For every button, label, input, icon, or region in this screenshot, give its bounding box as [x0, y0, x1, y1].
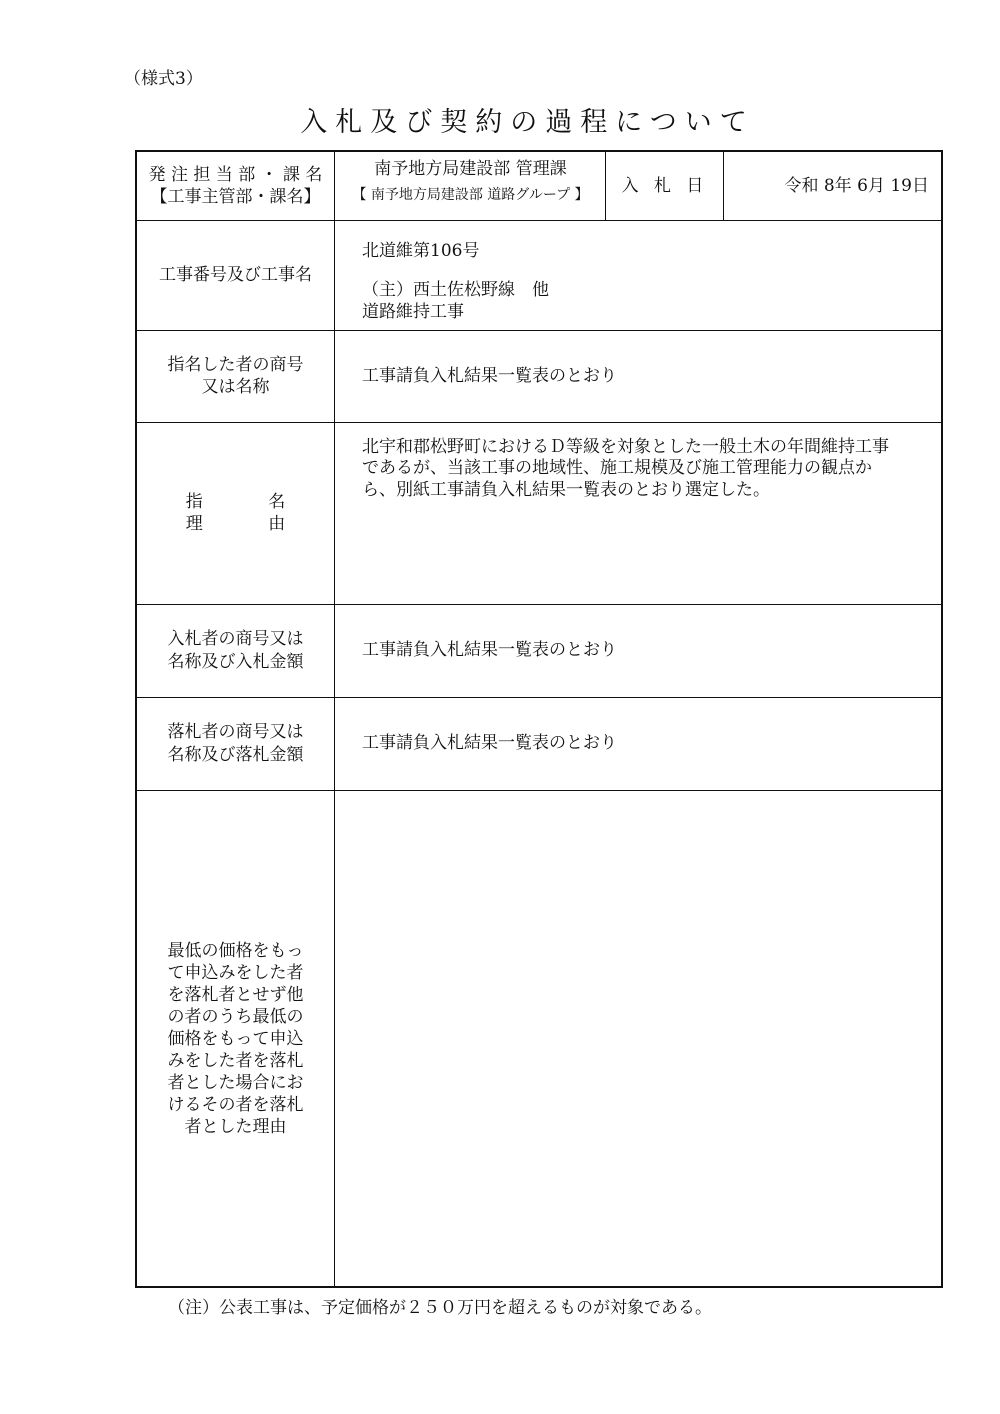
reason-value: [362, 437, 942, 501]
footnote: （注）公表工事は、予定価格が２５０万円を超えるものが対象である。: [168, 1298, 712, 1318]
other-winner-label-line: て申込みをした者: [167, 962, 304, 983]
construction-name-line: （主）西土佐松野線 他: [362, 280, 549, 300]
winner-value: 工事請負入札結果一覧表のとおり: [362, 733, 617, 754]
other-winner-label-line: みをした者を落札: [167, 1051, 304, 1072]
construction-number: 北道維第106号: [362, 241, 480, 261]
other-winner-label-line: 最低の価格をもっ: [167, 940, 304, 961]
other-winner-label-line: 価格をもって申込: [167, 1028, 304, 1049]
nominees-value: 工事請負入札結果一覧表のとおり: [362, 365, 617, 386]
department-value: 南予地方局建設部 管理課: [374, 159, 567, 179]
column-divider: [334, 152, 335, 1288]
bid-date-label: 入 札 日: [621, 175, 709, 196]
department-value-sub: 【 南予地方局建設部 道路グループ 】: [352, 187, 589, 204]
department-label-cell: [137, 152, 334, 220]
nominees-label-line: 又は名称: [201, 377, 270, 397]
other-winner-label-line: の者のうち最低の: [167, 1006, 304, 1027]
construction-name-line: 道路維持工事: [362, 302, 464, 323]
other-winner-label: [137, 790, 334, 1288]
other-winner-label-line: 者とした理由: [184, 1117, 287, 1138]
other-winner-value: [362, 802, 922, 1272]
column-divider: [605, 152, 606, 220]
bidders-label-line: 名称及び入札金額: [167, 651, 304, 672]
other-winner-label-line: 者とした場合にお: [167, 1073, 304, 1094]
reason-line: ら、別紙工事請負入札結果一覧表のとおり選定した。: [362, 479, 770, 500]
nominees-label-line: 指名した者の商号: [167, 354, 304, 375]
column-divider: [723, 152, 724, 220]
nominees-label: [137, 330, 334, 422]
construction-label: 工事番号及び工事名: [159, 264, 312, 285]
winner-label-line: 名称及び落札金額: [167, 744, 304, 765]
bidders-label: [137, 604, 334, 697]
bid-date-value: 令和 8年 6月 19日: [784, 175, 929, 196]
department-value-cell: [336, 152, 605, 220]
form-number: （様式3）: [124, 69, 203, 89]
page-title: 入札及び契約の過程について: [300, 107, 755, 138]
department-label-sub: 【工事主管部・課名】: [150, 187, 321, 207]
reason-line: 北宇和郡松野町におけるＤ等級を対象とした一般土木の年間維持工事: [362, 437, 889, 457]
other-winner-label-line: けるその者を落札: [167, 1095, 304, 1116]
bidders-label-line: 入札者の商号又は: [167, 629, 304, 650]
bidders-value: 工事請負入札結果一覧表のとおり: [362, 640, 617, 661]
construction-name: [362, 279, 922, 323]
reason-label: 指 名 理 由: [185, 491, 316, 534]
reason-line: であるが、当該工事の地域性、施工規模及び施工管理能力の観点か: [362, 458, 872, 479]
winner-label-line: 落札者の商号又は: [167, 722, 304, 743]
department-label: 発 注 担 当 部 ・ 課 名: [148, 164, 323, 185]
winner-label: [137, 697, 334, 790]
form-table: [135, 150, 943, 1288]
other-winner-label-line: を落札者とせず他: [167, 984, 304, 1005]
